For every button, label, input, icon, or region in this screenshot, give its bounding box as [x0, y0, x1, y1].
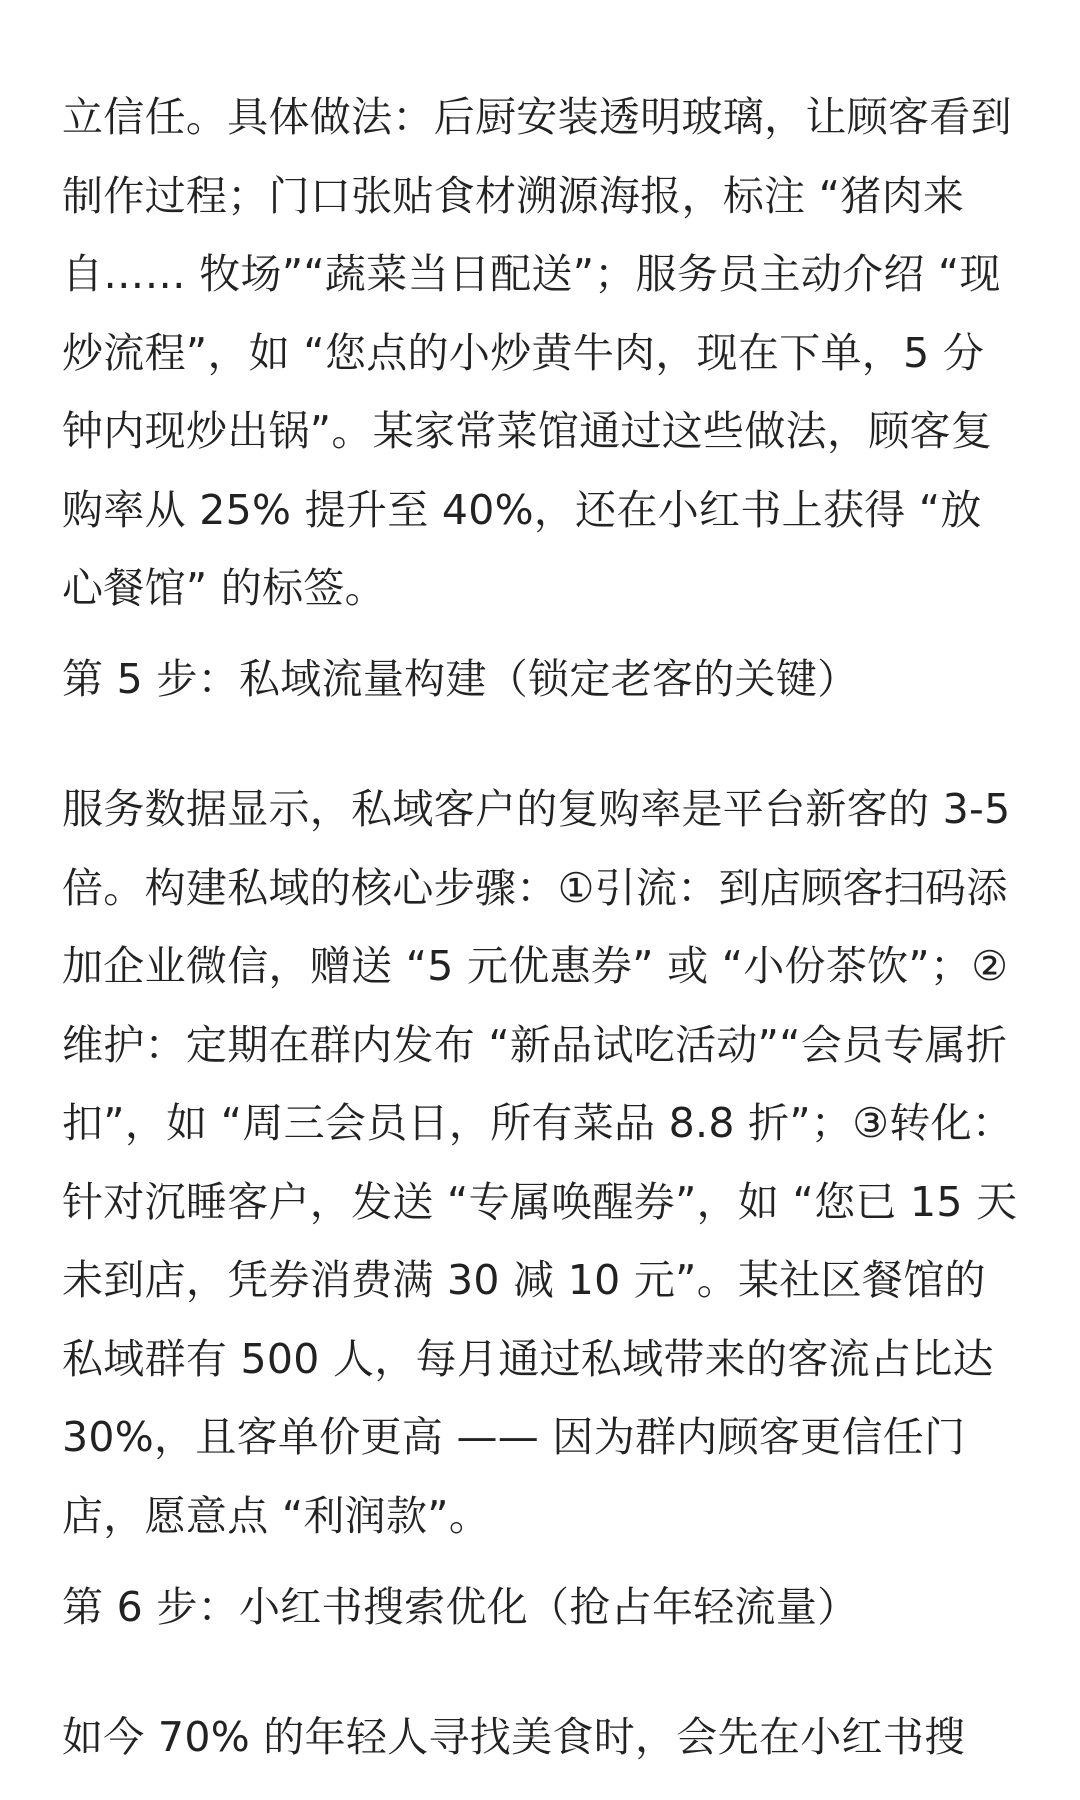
- step-5-paragraph: 服务数据显示，私域客户的复购率是平台新客的 3-5 倍。构建私域的核心步骤：①引流：到店顾客扫码添加企业微信，赠送 “5 元优惠券” 或 “小份茶饮”；②维护：定期在群内发布 “新品试吃活动”“会员专属折扣”，如 “周三会员日，所有菜品 8.8 折”；③转化：针对沉睡客户，发送 “专属唤醒券”，如 “您已 15 天未到店，凭券消费满 30 减 10 元”。某社区餐馆的私域群有 500 人，每月通过私域带来的客流占比达 30%，且客单价更高 —— 因为群内顾客更信任门店，愿意点 “利润款”。: [62, 785, 1018, 1540]
- step-6-paragraph: 如今 70% 的年轻人寻找美食时，会先在小红书搜: [62, 1713, 966, 1761]
- step-6-heading: 第 6 步：小红书搜索优化（抢占年轻流量）: [62, 1583, 859, 1631]
- step-5-heading: 第 5 步：私域流量构建（锁定老客的关键）: [62, 655, 859, 703]
- paragraph-trust-building: 立信任。具体做法：后厨安装透明玻璃，让顾客看到制作过程；门口张贴食材溯源海报，标注 “猪肉来自…… 牧场”“蔬菜当日配送”；服务员主动介绍 “现炒流程”，如 “您点的小炒黄牛肉，现在下单，5 分钟内现炒出锅”。某家常菜馆通过这些做法，顾客复购率从 25% 提升至 40%，还在小红书上获得 “放心餐馆” 的标签。: [62, 93, 1012, 612]
